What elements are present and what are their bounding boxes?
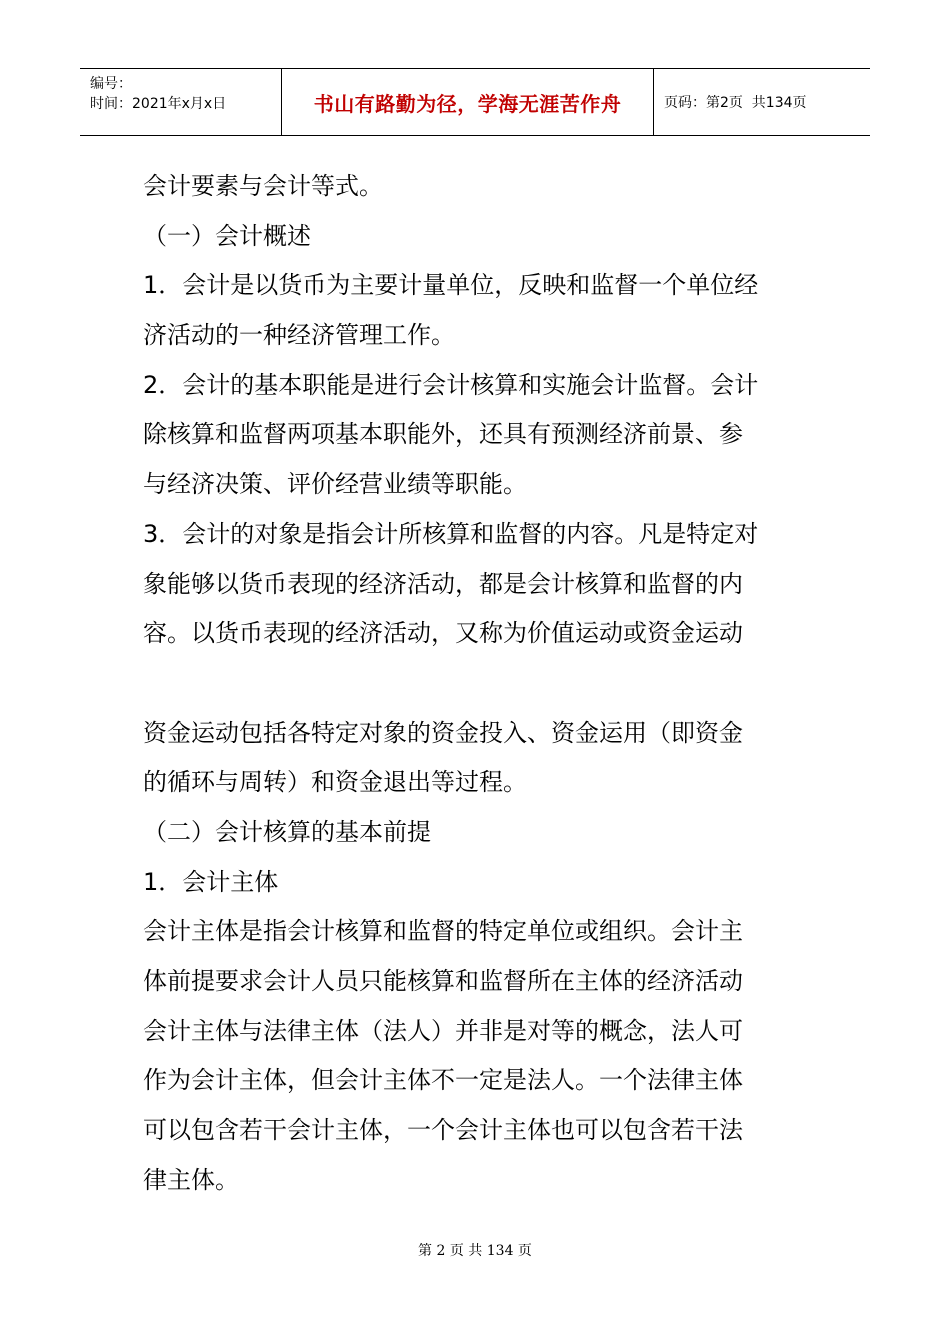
- header-page-cell: [654, 69, 870, 135]
- page-header: [80, 68, 870, 136]
- body-line: 3．会计的对象是指会计所核算和监督的内容。凡是特定对: [143, 519, 759, 548]
- body-line: 2．会计的基本职能是进行会计核算和实施会计监督。会计: [143, 370, 759, 399]
- header-page-info: 页码：第2页 共134页: [664, 95, 807, 111]
- subsection-heading: 1．会计主体: [143, 867, 279, 896]
- body-line: 律主体。: [143, 1165, 239, 1194]
- body-line: 资金运动包括各特定对象的资金投入、资金运用（即资金: [143, 718, 743, 747]
- document-date-label: 时间：2021年x月x日: [90, 96, 227, 112]
- body-line: 容。以货币表现的经济活动，又称为价值运动或资金运动: [143, 619, 743, 648]
- body-line: 会计主体与法律主体（法人）并非是对等的概念，法人可: [143, 1016, 743, 1045]
- section-heading: （二）会计核算的基本前提: [143, 817, 431, 846]
- body-line: 的循环与周转）和资金退出等过程。: [143, 768, 527, 797]
- page-footer: [0, 1240, 950, 1260]
- body-line: 1．会计是以货币为主要计量单位，反映和监督一个单位经: [143, 271, 759, 300]
- document-number-label: 编号：: [90, 76, 132, 92]
- body-line: 会计要素与会计等式。: [143, 172, 383, 200]
- body-line: 可以包含若干会计主体，一个会计主体也可以包含若干法: [143, 1116, 743, 1145]
- body-line: 与经济决策、评价经营业绩等职能。: [143, 470, 527, 499]
- body-line: 象能够以货币表现的经济活动，都是会计核算和监督的内: [143, 569, 743, 598]
- header-motto-cell: [281, 69, 654, 135]
- blank-line: [143, 659, 823, 709]
- header-left-cell: [80, 69, 281, 135]
- section-heading: （一）会计概述: [143, 221, 311, 250]
- body-line: 除核算和监督两项基本职能外，还具有预测经济前景、参: [143, 420, 743, 449]
- document-body: [143, 162, 823, 1205]
- header-motto: 书山有路勤为径，学海无涯苦作舟: [313, 91, 622, 116]
- footer-page-number: 第 2 页 共 134 页: [418, 1243, 532, 1259]
- body-line: 济活动的一种经济管理工作。: [143, 321, 455, 350]
- body-line: 会计主体是指会计核算和监督的特定单位或组织。会计主: [143, 917, 743, 946]
- body-line: 作为会计主体，但会计主体不一定是法人。一个法律主体: [143, 1066, 743, 1095]
- body-line: 体前提要求会计人员只能核算和监督所在主体的经济活动: [143, 967, 743, 995]
